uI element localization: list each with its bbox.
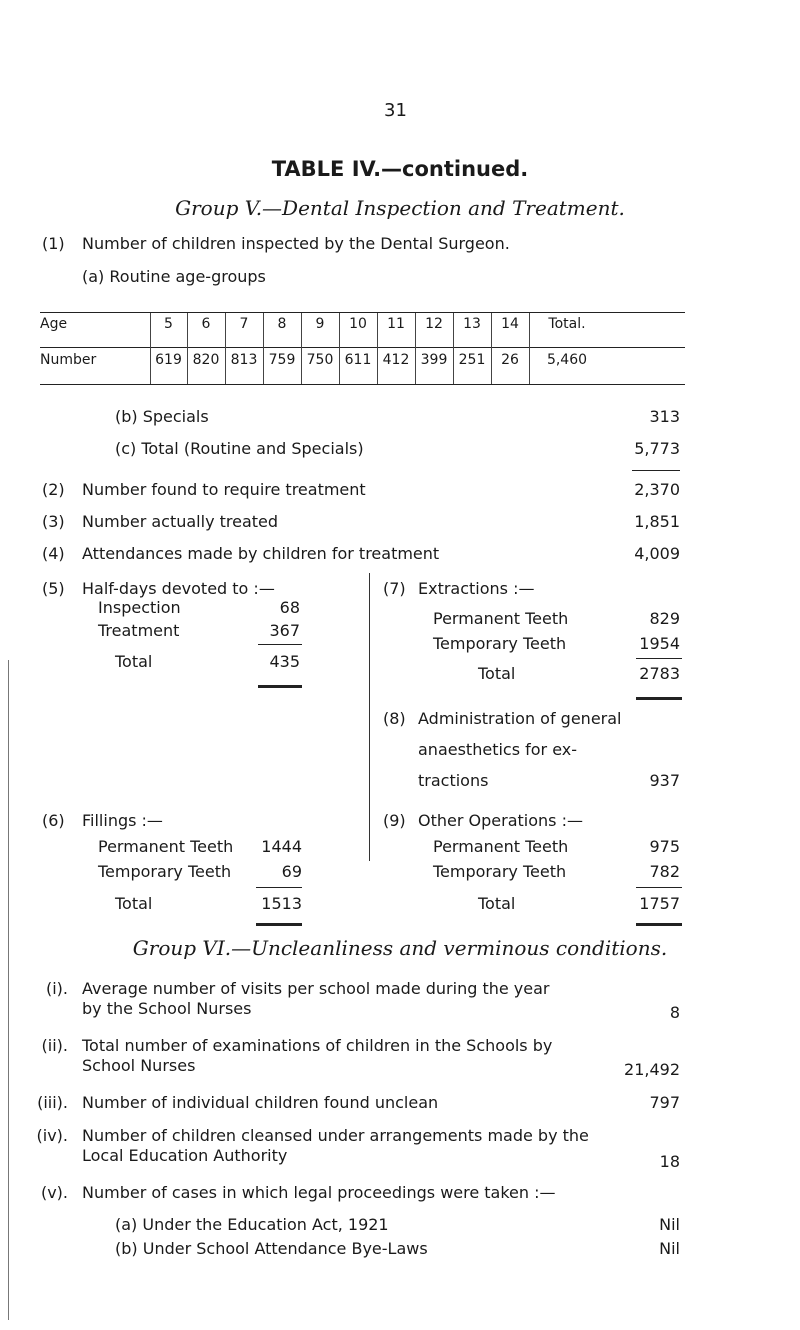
item7-temporary-label: Temporary Teeth (433, 634, 567, 653)
age-cell: 8 (277, 316, 287, 332)
number-cell: 251 (458, 352, 486, 368)
age-cell: 9 (315, 316, 325, 332)
item1c-label: (c) Total (Routine and Specials) (115, 439, 364, 458)
item8-line2: anaesthetics for ex- (418, 740, 578, 759)
item1c-underline (632, 470, 680, 471)
group6-iv-num: (iv). (36, 1126, 68, 1145)
group6-i-line2: by the School Nurses (82, 999, 252, 1018)
item8-line1: Administration of general (418, 709, 622, 728)
item9-num: (9) (383, 811, 406, 830)
number-cell: 813 (230, 352, 258, 368)
group6-iv-value: 18 (659, 1152, 680, 1171)
item4-value: 4,009 (634, 544, 680, 563)
age-cell: 10 (349, 316, 367, 332)
item1-text: Number of children inspected by the Dental Surgeon. (82, 234, 510, 253)
age-cell: 7 (239, 316, 249, 332)
item6-total-value: 1513 (261, 894, 302, 913)
group6-iii-value: 797 (649, 1093, 680, 1112)
age-table-col-rule (415, 313, 416, 384)
group6-iv-line1: Number of children cleansed under arrangements made by the (82, 1126, 589, 1145)
item1b-label: (b) Specials (115, 407, 209, 426)
item1a-label: (a) Routine age-groups (82, 267, 266, 286)
age-table-top-rule (40, 312, 685, 313)
age-cell: 5 (164, 316, 173, 332)
group6-ii-num: (ii). (41, 1036, 68, 1055)
age-cell: 6 (201, 316, 211, 332)
item7-sum-rule (636, 658, 682, 659)
item3-value: 1,851 (634, 512, 680, 531)
item7-total-value: 2783 (639, 664, 680, 683)
item7-total-rule (636, 697, 682, 700)
item7-permanent-label: Permanent Teeth (433, 609, 569, 628)
item4-num: (4) (42, 544, 65, 563)
age-table-col-rule (187, 313, 188, 384)
age-table-col-rule (225, 313, 226, 384)
age-header-label: Age (40, 316, 68, 332)
item6-permanent-value: 1444 (261, 837, 302, 856)
item9-permanent-value: 975 (649, 837, 680, 856)
item6-temporary-label: Temporary Teeth (98, 862, 232, 881)
group6-iii-text: Number of individual children found unclean (82, 1093, 439, 1112)
age-cell: 12 (425, 316, 443, 332)
item1-num: (1) (42, 234, 65, 253)
age-table-col-rule (491, 313, 492, 384)
item2-text: Number found to require treatment (82, 480, 366, 499)
item3-text: Number actually treated (82, 512, 279, 531)
group6-ii-line1: Total number of examinations of children in the Schools by (82, 1036, 553, 1055)
item4-text: Attendances made by children for treatment (82, 544, 440, 563)
item6-sum-rule (256, 887, 302, 888)
item5-total-value: 435 (269, 652, 300, 671)
total-header: Total. (548, 316, 586, 332)
group6-iii-num: (iii). (37, 1093, 68, 1112)
item1c-value: 5,773 (634, 439, 680, 458)
number-cell: 820 (192, 352, 220, 368)
item8-num: (8) (383, 709, 406, 728)
item6-num: (6) (42, 811, 65, 830)
item5-title: Half-days devoted to :— (82, 579, 275, 598)
item1b-value: 313 (649, 407, 680, 426)
group6-i-value: 8 (669, 1003, 680, 1022)
item9-title: Other Operations :— (418, 811, 583, 830)
item6-temporary-value: 69 (281, 862, 302, 881)
item9-total-label: Total (478, 894, 516, 913)
age-table-col-rule (263, 313, 264, 384)
item6-total-rule (256, 923, 302, 926)
item7-temporary-value: 1954 (639, 634, 680, 653)
table-title: TABLE IV.—continued. (271, 157, 529, 181)
item5-treatment-value: 367 (269, 621, 300, 640)
item9-total-rule (636, 923, 682, 926)
age-table-col-rule (150, 313, 151, 384)
item5-num: (5) (42, 579, 65, 598)
number-cell: 611 (344, 352, 372, 368)
group6-v-text: Number of cases in which legal proceedings were taken :— (82, 1183, 556, 1202)
item9-temporary-label: Temporary Teeth (433, 862, 567, 881)
group6-title: Group VI.—Uncleanliness and verminous conditions. (132, 936, 668, 960)
age-table-bottom-rule (40, 384, 685, 385)
age-table-col-rule (377, 313, 378, 384)
age-cell: 14 (501, 316, 519, 332)
number-cell: 26 (501, 352, 519, 368)
number-cell: 619 (155, 352, 182, 368)
item8-value: 937 (649, 771, 680, 790)
item7-title: Extractions :— (418, 579, 535, 598)
number-row-label: Number (40, 352, 97, 368)
age-cell: 11 (387, 316, 405, 332)
item2-value: 2,370 (634, 480, 680, 499)
group6-i-num: (i). (45, 979, 68, 998)
group5-title: Group V.—Dental Inspection and Treatment. (175, 196, 625, 220)
item8-line3: tractions (418, 771, 489, 790)
age-table-col-rule (301, 313, 302, 384)
number-cell: 750 (306, 352, 334, 368)
column-divider (369, 573, 370, 861)
item7-permanent-value: 829 (649, 609, 680, 628)
age-table-mid-rule (40, 347, 685, 348)
group6-ii-value: 21,492 (624, 1060, 680, 1079)
item9-sum-rule (636, 887, 682, 888)
group6-vb-label: (b) Under School Attendance Bye-Laws (115, 1239, 428, 1258)
item5-total-label: Total (115, 652, 153, 671)
item2-num: (2) (42, 480, 65, 499)
item5-inspection-value: 68 (279, 598, 300, 617)
item5-treatment-label: Treatment (98, 621, 180, 640)
item9-temporary-value: 782 (649, 862, 680, 881)
age-cell: 13 (463, 316, 481, 332)
group6-ii-line2: School Nurses (82, 1056, 196, 1075)
age-table-col-rule (529, 313, 530, 384)
item6-total-label: Total (115, 894, 153, 913)
item5-sum-rule (258, 644, 302, 645)
item5-total-rule (258, 685, 302, 688)
item9-permanent-label: Permanent Teeth (433, 837, 569, 856)
age-table-col-rule (339, 313, 340, 384)
group6-v-num: (v). (40, 1183, 68, 1202)
group6-i-line1: Average number of visits per school made during the year (82, 979, 550, 998)
number-cell: 759 (268, 352, 296, 368)
group6-va-label: (a) Under the Education Act, 1921 (115, 1215, 389, 1234)
page-edge-line (8, 660, 9, 1320)
item5-inspection-label: Inspection (98, 598, 181, 617)
number-cell: 412 (382, 352, 410, 368)
group6-va-value: Nil (659, 1215, 680, 1234)
number-total-cell: 5,460 (546, 352, 588, 368)
number-cell: 399 (420, 352, 448, 368)
page-number: 31 (384, 100, 407, 121)
item7-num: (7) (383, 579, 406, 598)
item7-total-label: Total (478, 664, 516, 683)
item3-num: (3) (42, 512, 65, 531)
group6-vb-value: Nil (659, 1239, 680, 1258)
age-table-col-rule (453, 313, 454, 384)
item6-permanent-label: Permanent Teeth (98, 837, 234, 856)
group6-iv-line2: Local Education Authority (82, 1146, 288, 1165)
item9-total-value: 1757 (639, 894, 680, 913)
item6-title: Fillings :— (82, 811, 163, 830)
